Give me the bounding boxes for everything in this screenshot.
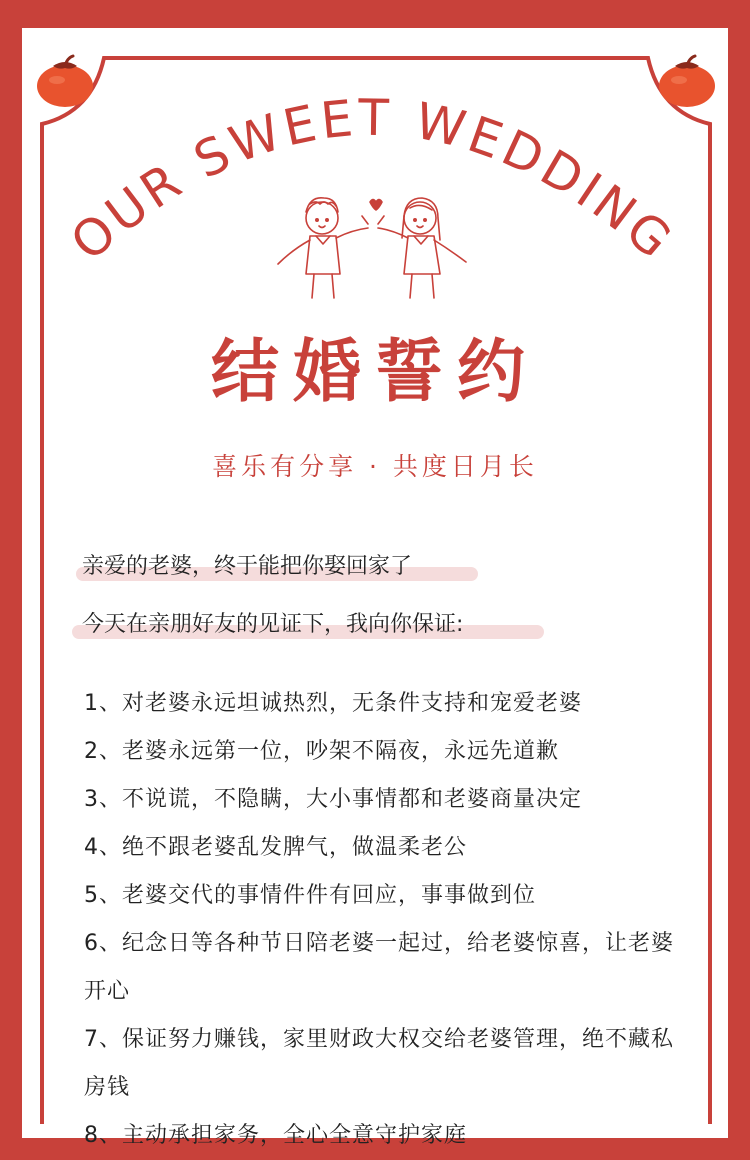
- arched-title: OUR SWEET WEDDING: [59, 88, 685, 260]
- vow-item: 5、老婆交代的事情件件有回应，事事做到位: [84, 883, 536, 908]
- intro-line-2: 今天在亲朋好友的见证下，我向你保证:: [82, 612, 464, 637]
- vow-list: [84, 680, 674, 1160]
- vow-item: 3、不说谎，不隐瞒，大小事情都和老婆商量决定: [84, 787, 582, 812]
- couple-illustration: [270, 188, 475, 300]
- vow-item: 4、绝不跟老婆乱发脾气，做温柔老公: [84, 835, 467, 860]
- vow-item: 7、保证努力赚钱，家里财政大权交给老婆管理，绝不藏私房钱: [84, 1027, 674, 1100]
- main-title: 结婚誓约: [210, 333, 539, 412]
- vow-item: 8、主动承担家务，全心全意守护家庭: [84, 1123, 467, 1148]
- intro-line-1: 亲爱的老婆，终于能把你娶回家了: [82, 554, 413, 579]
- vow-item: 1、对老婆永远坦诚热烈，无条件支持和宠爱老婆: [84, 691, 582, 716]
- vow-item: 2、老婆永远第一位，吵架不隔夜，永远先道歉: [84, 739, 559, 764]
- vow-item: 6、纪念日等各种节日陪老婆一起过，给老婆惊喜，让老婆开心: [84, 931, 674, 1004]
- subtitle: 喜乐有分享 · 共度日月长: [212, 452, 538, 481]
